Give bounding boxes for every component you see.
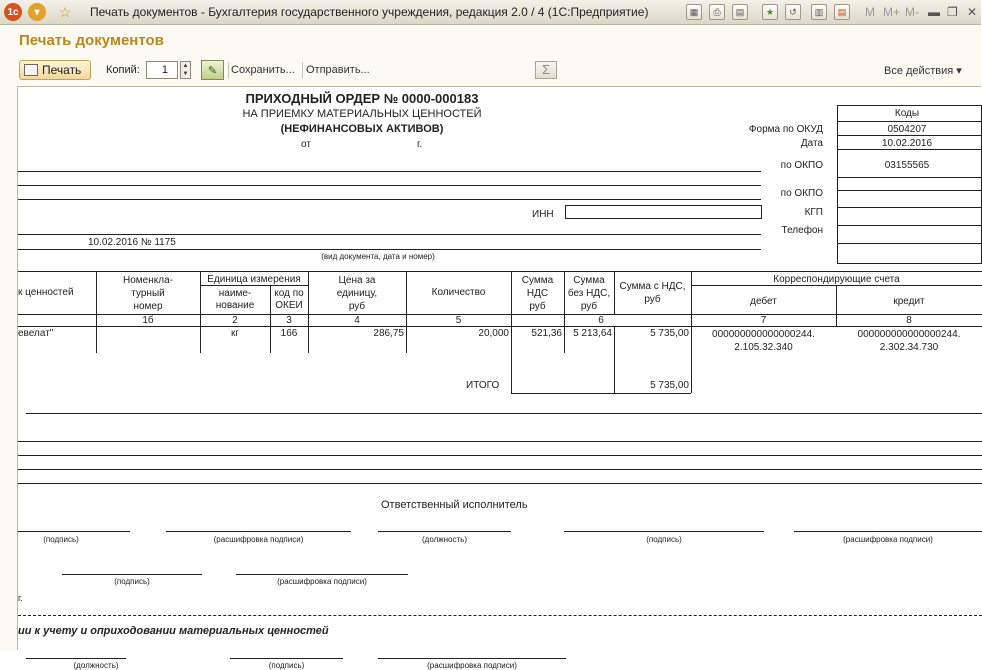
col-name-header: к ценностей [18,287,74,298]
decoding-caption-4: (расшифровка подписи) [427,661,517,670]
col-sum-no-vat-header: Сумма без НДС, руб [567,275,611,312]
print-button-label: Печать [42,63,82,77]
okpo-value: 03155565 [884,160,930,171]
minimize-icon[interactable]: ▬ [928,5,940,19]
save-button[interactable]: Сохранить... [231,64,295,76]
num-price: 4 [354,315,360,326]
num-nomenclature: 1б [142,315,154,326]
preview-button[interactable] [201,60,224,80]
col-unit-name-header: наиме- нование [215,288,255,311]
position-caption: (должность) [422,535,467,544]
send-button[interactable]: Отправить... [306,64,370,76]
responsible-label: Ответственный исполнитель [381,499,528,511]
decoding-caption-2: (расшифровка подписи) [843,535,933,544]
restore-icon[interactable]: ❐ [947,5,958,19]
num-unit: 2 [232,315,238,326]
print-panel [0,25,981,670]
doc-kind-caption: (вид документа, дата и номер) [321,252,435,261]
add-favorite-icon[interactable]: ★ [762,4,778,20]
window-title-bar [0,0,981,25]
document-subtitle-1: НА ПРИЕМКУ МАТЕРИАЛЬНЫХ ЦЕННОСТЕЙ [242,108,482,120]
date-label: Дата [800,138,823,149]
year-mark: г. [18,593,23,603]
col-nomenclature-header: Номенкла- турный номер [123,275,173,312]
position-caption-2: (должность) [73,661,119,670]
row-name: евелат" [18,328,54,339]
toolbar-separator [302,62,303,78]
memory-m-button[interactable]: M [865,5,875,19]
all-actions-menu[interactable]: Все действия ▾ [884,65,962,77]
num-code: 3 [286,315,292,326]
forma-value: 0504207 [887,124,927,135]
toolbar-separator [228,62,229,78]
row-code: 166 [280,328,298,339]
total-label: ИТОГО [466,380,500,391]
commission-title: ии к учету и оприходовании материальных ценностей [18,625,329,637]
col-accounts-header: Корреспондирующие счета [773,274,900,285]
close-icon[interactable]: ✕ [967,5,978,19]
print-toolbar [0,58,981,84]
okpo-label: по ОКПО [780,160,823,171]
history-icon[interactable]: ↺ [785,4,801,20]
row-debit: 000000000000000244. 2.105.32.340 [712,329,815,353]
document-title: ПРИХОДНЫЙ ОРДЕР № 0000-000183 [245,91,479,106]
date-value: 10.02.2016 [881,138,933,149]
col-debit-header: дебет [750,296,777,307]
app-menu-icon[interactable]: ▾ [28,3,46,21]
print-button[interactable] [19,60,91,80]
calculator-icon[interactable]: ▥ [811,4,827,20]
row-qty: 20,000 [478,328,509,339]
copies-spinner[interactable]: ▲ ▼ [180,61,191,79]
okpo2-label: по ОКПО [780,188,823,199]
num-credit: 8 [906,315,912,326]
col-unit-header: Единица измерения [207,274,301,285]
row-sum-no-vat: 5 213,64 [573,328,612,339]
row-credit: 000000000000000244. 2.302.34.730 [857,329,961,353]
printer-icon [24,64,38,76]
col-price-header: Цена за единицу, руб [336,275,378,312]
signature-caption-4: (подпись) [268,661,305,670]
decoding-caption-3: (расшифровка подписи) [277,577,367,586]
document-subtitle-2: (НЕФИНАНСОВЫХ АКТИВОВ) [280,123,444,135]
signature-caption-2: (подпись) [646,535,682,544]
document-sheet[interactable] [17,86,981,670]
forma-label: Форма по ОКУД [748,124,823,135]
copies-label: Копий: [106,64,140,76]
row-price: 286,75 [373,328,404,339]
inn-label: ИНН [532,209,554,220]
preview-icon[interactable]: ▤ [732,4,748,20]
memory-mplus-button[interactable]: M+ [883,5,901,19]
kpp-label: КГП [804,207,823,218]
copies-input[interactable]: 1 [146,61,178,79]
row-vat: 521,36 [531,328,562,339]
favorites-star-icon[interactable]: ☆ [58,3,72,20]
phone-label: Телефон [781,225,823,236]
date-from-label: от [301,139,311,150]
memory-mminus-button[interactable]: M- [905,5,919,19]
app-logo-icon[interactable]: 1с [4,3,22,21]
preview-icon: ✎ [207,64,218,77]
col-sum-vat-header: Сумма с НДС, руб [619,281,686,305]
num-qty: 5 [455,315,462,326]
num-sums: 6 [598,315,604,326]
row-sum-vat: 5 735,00 [650,328,689,339]
num-debit: 7 [760,315,767,326]
col-credit-header: кредит [893,296,925,307]
date-year-label: г. [417,139,423,150]
col-qty-header: Количество [431,287,486,298]
decoding-caption: (расшифровка подписи) [213,535,304,544]
signature-caption-3: (подпись) [114,577,150,586]
col-vat-header: Сумма НДС руб [521,275,554,312]
save-icon[interactable]: ▦ [686,4,702,20]
signature-caption: (подпись) [43,535,79,544]
window-title: Печать документов - Бухгалтерия государственного учреждения, редакция 2.0 / 4 (1С:Предприятие) [90,5,649,19]
doc-reference: 10.02.2016 № 1175 [88,237,176,248]
print-icon[interactable]: ⎙ [709,4,725,20]
sum-button[interactable]: Σ [535,61,557,79]
total-value: 5 735,00 [650,380,689,391]
row-unit: кг [230,328,240,339]
col-unit-code-header: код по ОКЕИ [274,288,304,311]
page-title: Печать документов [19,32,164,49]
codes-header: Коды [894,108,920,119]
inn-value-box [565,205,762,219]
calendar-icon[interactable]: ▤ [834,4,850,20]
